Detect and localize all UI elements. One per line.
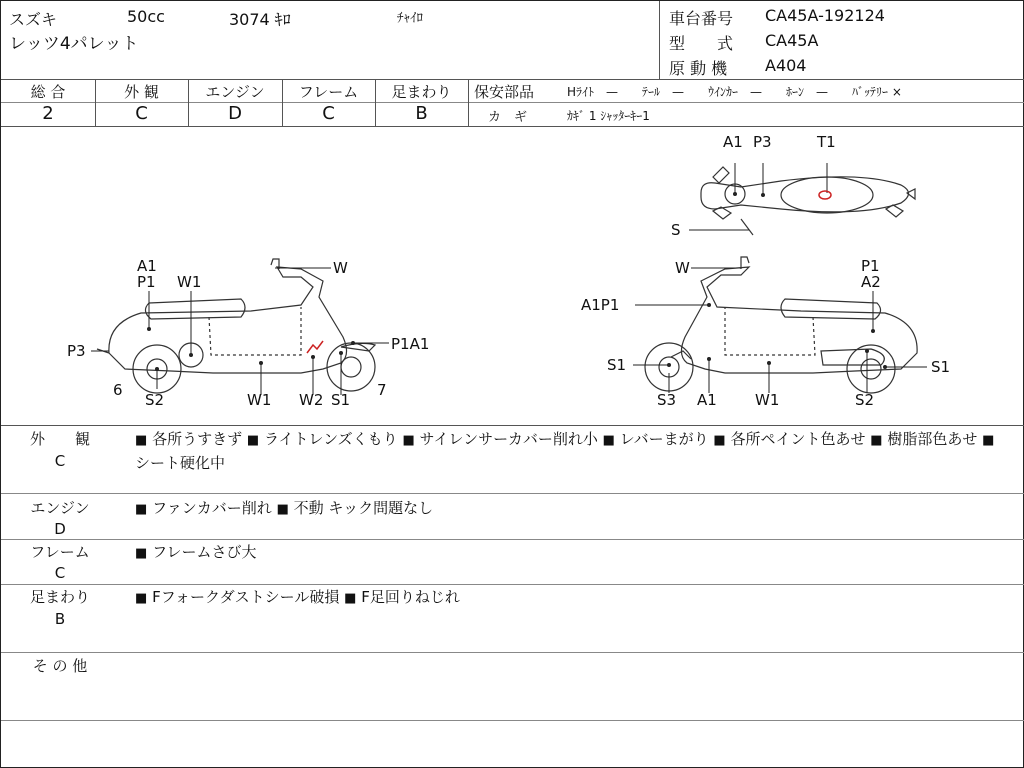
detail-frame-label: フレーム xyxy=(30,543,90,561)
detail-exterior-items: ■ 各所うすきず ■ ライトレンズくもり ■ サイレンサーカバー削れ小 ■ レバーまがり ■ 各所ペイント色あせ ■ 樹脂部色あせ ■ シート硬化中 xyxy=(135,430,995,472)
label-left-7: 7 xyxy=(377,381,387,399)
overall-label: 総 合 xyxy=(30,83,66,101)
red-damage-mark xyxy=(307,341,323,353)
frame-grade: C xyxy=(322,103,335,124)
label-top-p3: P3 xyxy=(753,133,772,151)
detail-divider-5 xyxy=(1,720,1024,721)
engine-model-label: 原 動 機 xyxy=(669,59,728,78)
exterior-label: 外 観 xyxy=(124,83,159,101)
label-top-a1: A1 xyxy=(723,133,743,151)
detail-divider-2 xyxy=(1,539,1024,540)
detail-suspension-items: ■ Fフォークダストシール破損 ■ F足回りねじれ xyxy=(135,588,460,606)
overall-grade: 2 xyxy=(42,103,54,124)
label-right-s1-rear: S1 xyxy=(931,358,951,376)
damage-diagram xyxy=(1,127,1024,425)
grade-row-top xyxy=(1,79,1024,80)
label-left-a1: A1 xyxy=(137,257,157,275)
engine-label: エンジン xyxy=(205,83,265,101)
label-right-w1: W1 xyxy=(755,391,780,409)
damage-points xyxy=(147,192,887,371)
detail-frame-grade: C xyxy=(54,564,66,582)
frame-number-label: 車台番号 xyxy=(669,9,734,28)
mileage: 3074 ｷﾛ xyxy=(229,10,291,29)
model-name: レッツ4パレット xyxy=(9,34,139,54)
label-left-6: 6 xyxy=(113,381,123,399)
top-view-scooter xyxy=(701,167,915,235)
label-right-a1: A1 xyxy=(697,391,717,409)
engine-grade: D xyxy=(228,103,242,124)
grade-divider-5 xyxy=(468,79,469,126)
label-left-p1a1: P1A1 xyxy=(391,335,430,353)
label-right-s3: S3 xyxy=(657,391,677,409)
label-top-s: S xyxy=(671,221,681,239)
diagram-bottom-rule xyxy=(1,425,1024,426)
label-left-w1-bottom: W1 xyxy=(247,391,272,409)
frame-number-value: CA45A-192124 xyxy=(765,6,885,25)
detail-engine-grade: D xyxy=(54,520,66,538)
label-left-w2: W2 xyxy=(299,391,324,409)
label-left-w1: W1 xyxy=(177,273,202,291)
label-right-s2: S2 xyxy=(855,391,875,409)
frame-label: フレーム xyxy=(298,83,359,101)
safety-parts-items: Hﾗｲﾄ — ﾃｰﾙ — ｳｲﾝｶｰ — ﾎｰﾝ — ﾊﾞｯﾃﾘｰ × xyxy=(567,85,902,99)
detail-divider-4 xyxy=(1,652,1024,653)
label-right-a2: A2 xyxy=(861,273,881,291)
detail-frame-items: ■ フレームさび大 xyxy=(135,543,257,561)
suspension-label: 足まわり xyxy=(391,83,452,101)
label-right-s1-front: S1 xyxy=(607,356,627,374)
key-label: カ ギ xyxy=(488,110,528,125)
maker: スズキ xyxy=(9,10,58,29)
displacement: 50cc xyxy=(127,7,165,26)
engine-model-value: A404 xyxy=(765,56,807,75)
detail-suspension-grade: B xyxy=(54,610,66,628)
label-right-w: W xyxy=(675,259,690,277)
detail-exterior-label: 外 観 xyxy=(29,430,90,448)
type-value: CA45A xyxy=(765,31,819,50)
detail-suspension-label: 足まわり xyxy=(29,588,90,606)
safety-parts-label: 保安部品 xyxy=(474,83,535,101)
detail-other-label: そ の 他 xyxy=(32,657,88,675)
label-left-w: W xyxy=(333,259,348,277)
detail-engine-items: ■ ファンカバー削れ ■ 不動 キック問題なし xyxy=(135,499,434,517)
color: ﾁｬｲﾛ xyxy=(397,11,423,26)
safety-row-mid xyxy=(469,102,1024,103)
detail-exterior-grade: C xyxy=(54,452,66,470)
tear-mark xyxy=(819,191,831,199)
label-top-t1: T1 xyxy=(817,133,836,151)
label-left-p1: P1 xyxy=(137,273,156,291)
suspension-grade: B xyxy=(415,103,428,124)
label-left-p3: P3 xyxy=(67,342,86,360)
detail-divider-3 xyxy=(1,584,1024,585)
label-left-s2: S2 xyxy=(145,391,165,409)
type-label: 型 式 xyxy=(669,34,734,53)
label-right-p1: P1 xyxy=(861,257,880,275)
detail-divider-1 xyxy=(1,493,1024,494)
key-value: ｶｷﾞ 1 ｼｬｯﾀｰｷｰ1 xyxy=(567,109,650,123)
header-divider xyxy=(659,1,660,79)
label-left-s1: S1 xyxy=(331,391,351,409)
exterior-grade: C xyxy=(135,103,148,124)
label-right-a1p1: A1P1 xyxy=(581,296,620,314)
detail-engine-label: エンジン xyxy=(30,499,90,517)
